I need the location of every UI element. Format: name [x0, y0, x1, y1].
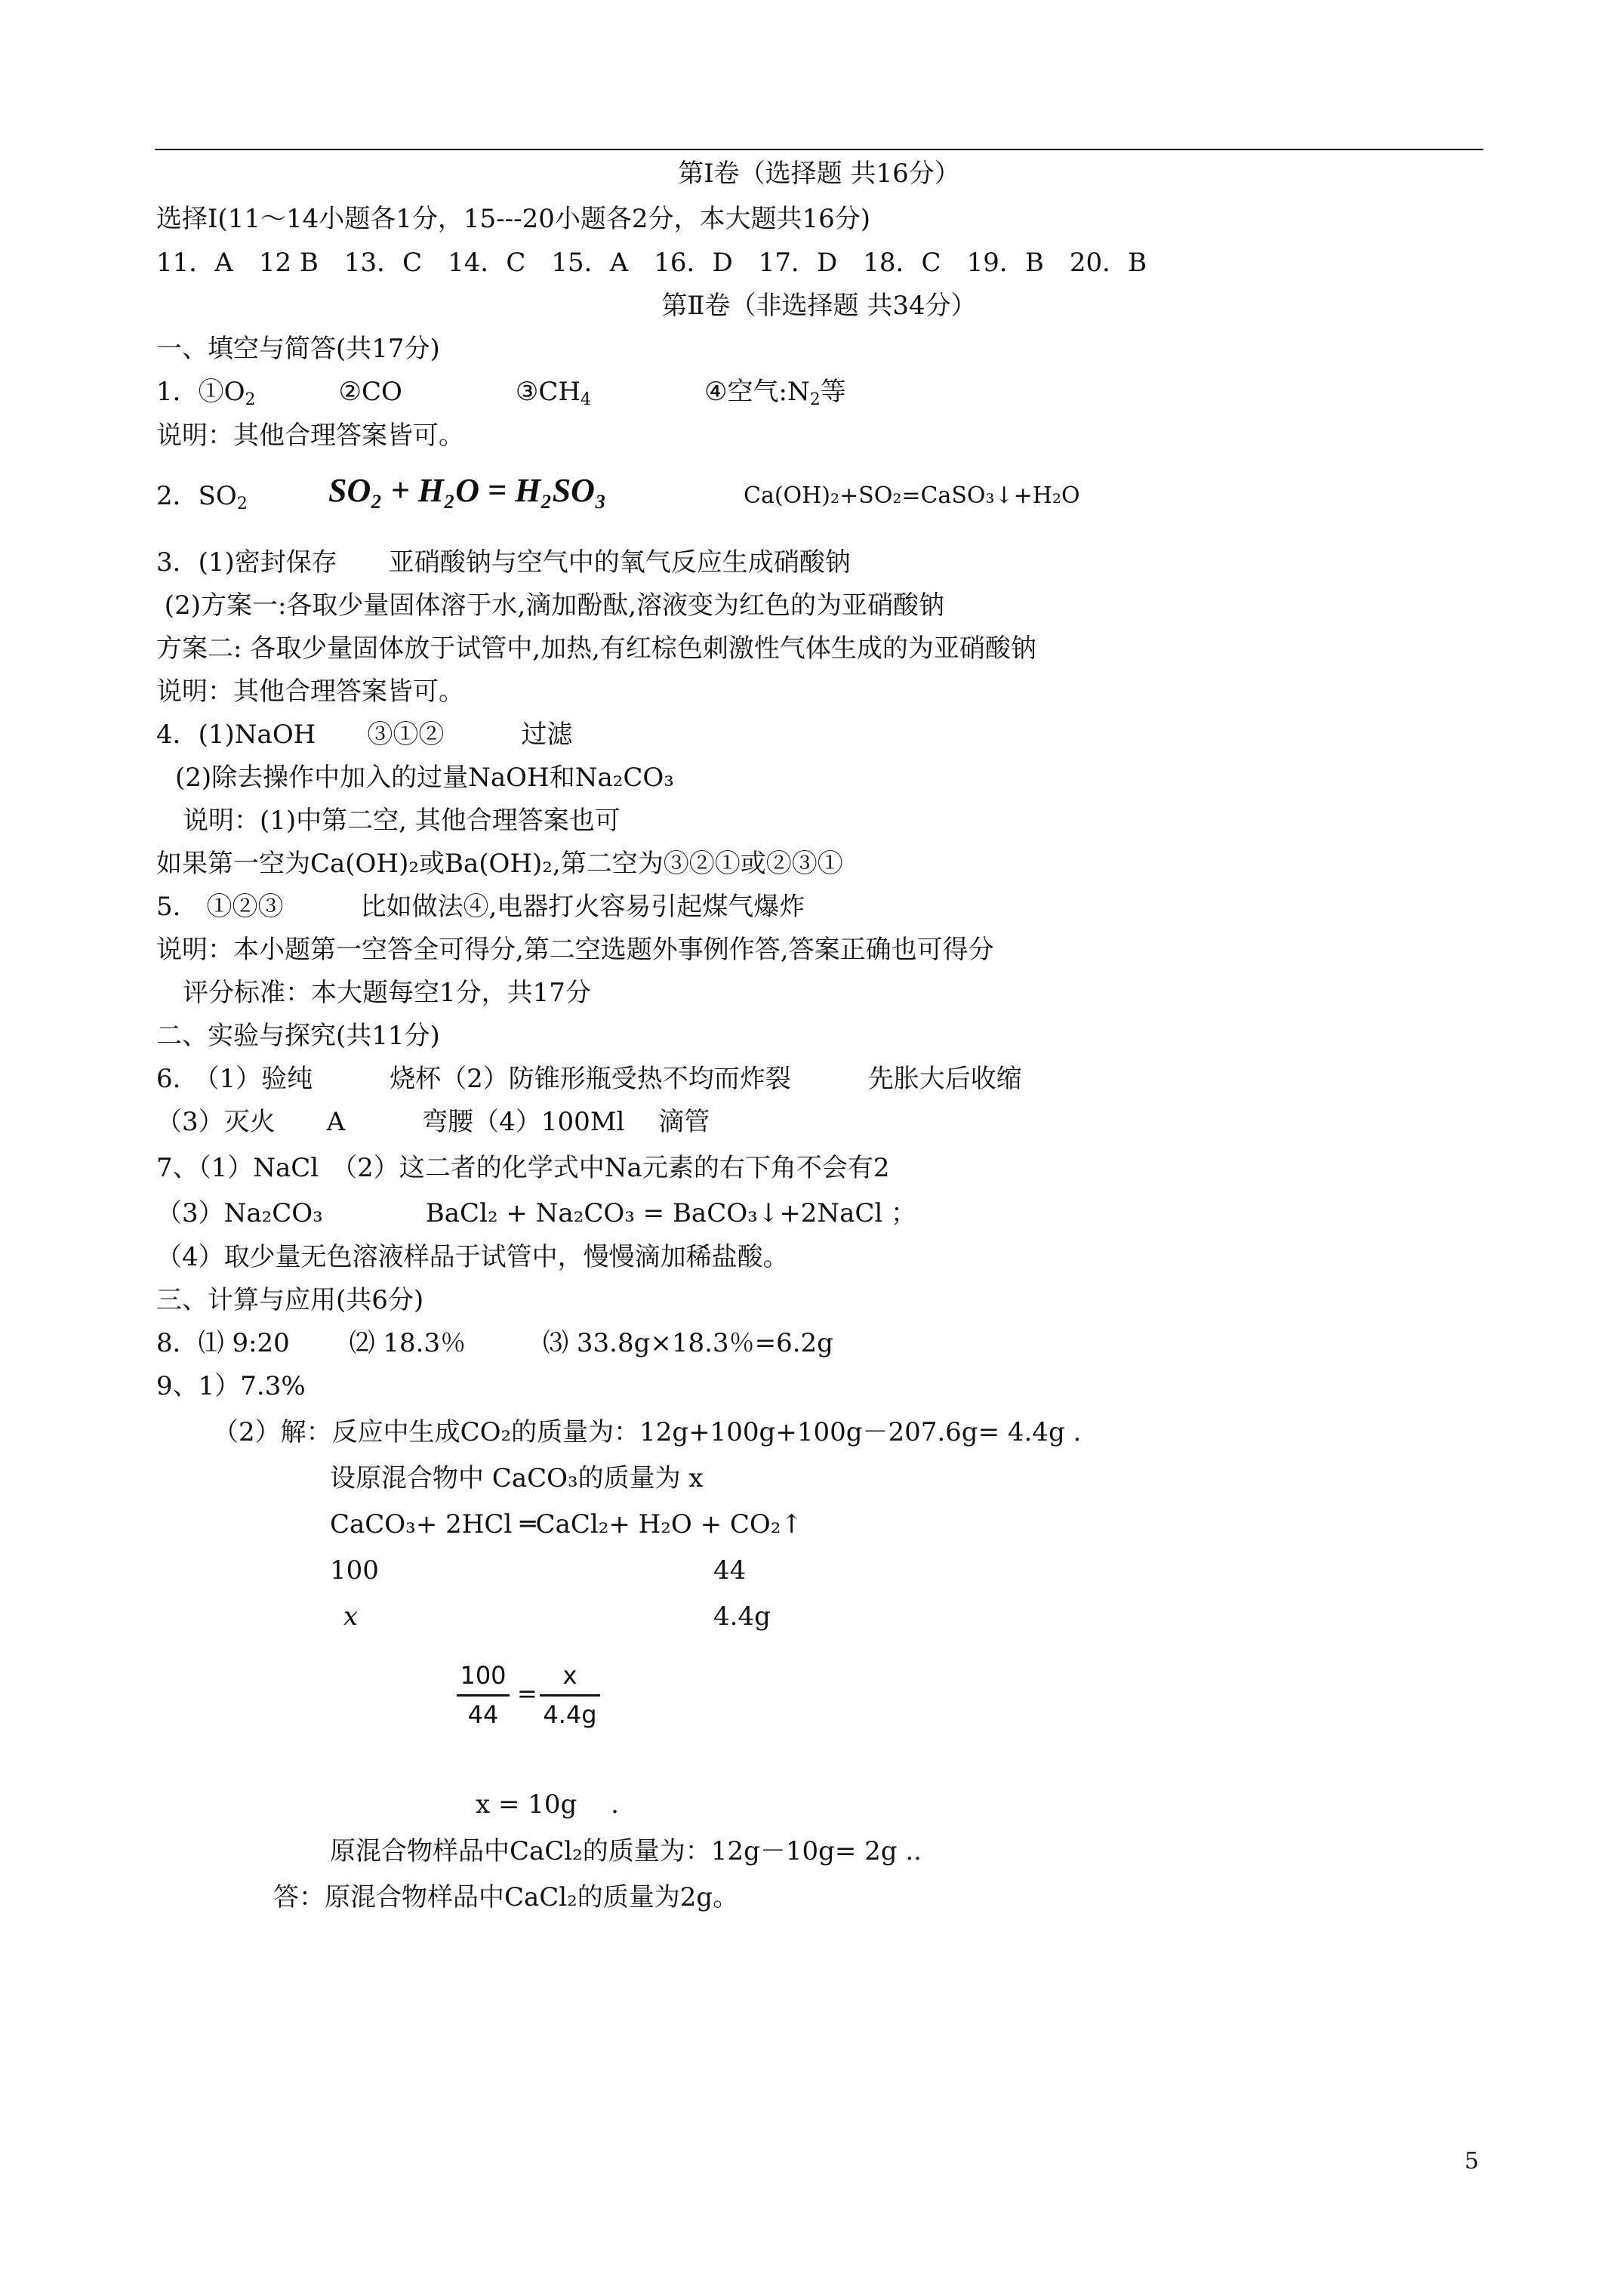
part1-title: 第Ⅰ卷（选择题 共16分） [678, 159, 960, 189]
frac-bar-left [457, 1694, 510, 1697]
frac-den-right: 4.4g [543, 1700, 597, 1729]
q9-result-x: x = 10g . [476, 1789, 619, 1820]
q7-line2: （3）Na₂CO₃ BaCl₂ + Na₂CO₃ = BaCO₃↓+2NaCl ； [156, 1198, 917, 1228]
section3-title: 三、计算与应用(共6分) [156, 1285, 424, 1315]
q9-line2: （2）解：反应中生成CO₂的质量为：12g+100g+100g－207.6g= 4.4g . [213, 1417, 1082, 1447]
frac-num-left: 100 [460, 1661, 507, 1690]
q1-number: 1． [156, 377, 199, 407]
frac-num-right: x [562, 1661, 577, 1690]
frac-equals: = [517, 1679, 537, 1708]
q9-mass-x: x [343, 1601, 359, 1632]
part1-instruction: 选择Ⅰ(11～14小题各1分，15---20小题各2分，本大题共16分) [156, 204, 871, 234]
section2-title: 二、实验与探究(共11分) [156, 1021, 440, 1051]
q1-a-sub: 2 [245, 390, 256, 409]
q5-score: 评分标准：本大题每空1分，共17分 [183, 978, 591, 1008]
q9-line1: 9、1）7.3% [156, 1371, 306, 1401]
q1-b: ②CO [338, 377, 402, 407]
q9-cacl2-mass: 原混合物样品中CaCl₂的质量为：12g－10g= 2g .. [330, 1836, 922, 1866]
q7-line3: （4）取少量无色溶液样品于试管中，慢慢滴加稀盐酸。 [156, 1242, 789, 1272]
q1-d-tail: 等 [820, 377, 846, 407]
q8-answer: 8．⑴ 9:20 ⑵ 18.3％ ⑶ 33.8g×18.3％=6.2g [156, 1328, 833, 1358]
q3-line1: 3．(1)密封保存 亚硝酸钠与空气中的氧气反应生成硝酸钠 [156, 547, 851, 578]
q1-note: 说明：其他合理答案皆可。 [156, 421, 464, 451]
q1-c-sub: 4 [581, 390, 592, 409]
q9-molar-co2: 44 [713, 1555, 747, 1586]
q4-line4: 如果第一空为Ca(OH)₂或Ba(OH)₂,第二空为③②①或②③① [156, 849, 843, 879]
q9-reaction: CaCO₃+ 2HCl ═CaCl₂+ H₂O + CO₂↑ [330, 1509, 802, 1539]
q4-line1: 4．(1)NaOH ③①② 过滤 [156, 720, 573, 750]
q2-reaction: Ca(OH)₂+SO₂=CaSO₃↓+H₂O [744, 482, 1080, 509]
q4-line3: 说明：(1)中第二空, 其他合理答案也可 [183, 806, 621, 836]
part1-answers: 11．A 12 B 13．C 14．C 15．A 16．D 17．D 18．C 19．B 20．B [156, 248, 1147, 278]
q9-mass-co2: 4.4g [713, 1601, 771, 1632]
q9-final-answer: 答：原混合物样品中CaCl₂的质量为2g。 [273, 1882, 739, 1912]
q3-note: 说明：其他合理答案皆可。 [156, 676, 464, 707]
q5-note: 说明：本小题第一空答全可得分,第二空选题外事例作答,答案正确也可得分 [156, 935, 994, 965]
q1-d: ④空气:N [704, 377, 810, 407]
q3-line3: 方案二: 各取少量固体放于试管中,加热,有红棕色刺激性气体生成的为亚硝酸钠 [156, 633, 1036, 664]
q9-molar-caco3: 100 [330, 1555, 379, 1586]
q7-line1: 7、（1）NaCl （2）这二者的化学式中Na元素的右下角不会有2 [156, 1153, 890, 1183]
q6-line2: （3）灭火 A 弯腰（4）100Ml 滴管 [156, 1107, 710, 1137]
q5-answer: 5. ①②③ 比如做法④,电器打火容易引起煤气爆炸 [156, 892, 805, 922]
q2-equation: SO₂ + H₂O = H₂SO₃ [328, 472, 607, 509]
q1-d-sub: 2 [809, 390, 821, 409]
q2-prefix: 2．$SO_2$ [156, 481, 248, 513]
q4-line2: (2)除去操作中加入的过量NaOH和Na₂CO₃ [175, 763, 674, 793]
frac-den-left: 44 [467, 1700, 499, 1729]
top-rule [155, 149, 1483, 150]
q6-line1: 6. （1）验纯 烧杯（2）防锥形瓶受热不均而炸裂 先胀大后收缩 [156, 1064, 1022, 1094]
section1-title: 一、填空与简答(共17分) [156, 334, 440, 364]
q1-c: ③CH [515, 377, 581, 407]
q3-line2: (2)方案一:各取少量固体溶于水,滴加酚酞,溶液变为红色的为亚硝酸钠 [156, 590, 945, 621]
q1-a: ①O [198, 377, 245, 407]
part2-title: 第Ⅱ卷（非选择题 共34分） [661, 291, 977, 321]
q1-answer [156, 375, 846, 408]
q9-line3: 设原混合物中 CaCO₃的质量为 x [330, 1463, 704, 1493]
page-number: 5 [1464, 2148, 1480, 2174]
frac-bar-right [540, 1694, 600, 1697]
